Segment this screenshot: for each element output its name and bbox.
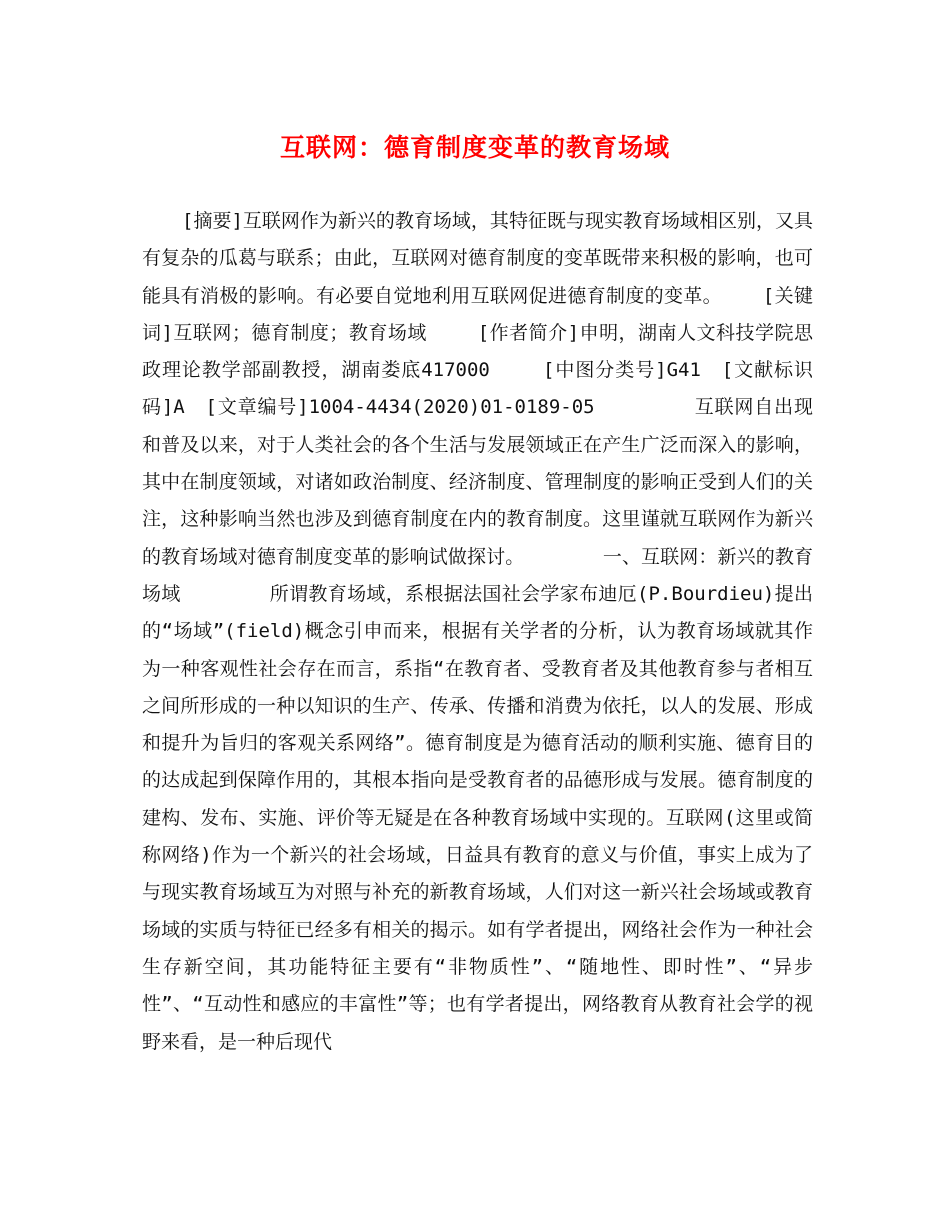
document-body-text: [摘要]互联网作为新兴的教育场域，其特征既与现实教育场域相区别，又具有复杂的瓜葛与联系；由此，互联网对德育制度的变革既带来积极的影响，也可能具有消极的影响。有必要自觉地利用互联网促进德育制度的变革。 [关键词]互联网；德育制度；教育场域 [作者简介]申明，湖南人文科技学院思政理论教学部副教授，湖南娄底417000 [中图分类号]G41 [文献标识码]A [文章编号]1004-4434(2020)01-0189-05 互联网自出现和普及以来，对于人类社会的各个生活与发展领域正在产生广泛而深入的影响，其中在制度领域，对诸如政治制度、经济制度、管理制度的影响正受到人们的关注，这种影响当然也涉及到德育制度在内的教育制度。这里谨就互联网作为新兴的教育场域对德育制度变革的影响试做探讨。 一、互联网：新兴的教育场域 所谓教育场域，系根据法国社会学家布迪厄(P.Bourdieu)提出的“场域”(field)概念引申而来，根据有关学者的分析，认为教育场域就其作为一种客观性社会存在而言，系指“在教育者、受教育者及其他教育参与者相互之间所形成的一种以知识的生产、传承、传播和消费为依托，以人的发展、形成和提升为旨归的客观关系网络”。德育制度是为德育活动的顺利实施、德育目的的达成起到保障作用的，其根本指向是受教育者的品德形成与发展。德育制度的建构、发布、实施、评价等无疑是在各种教育场域中实现的。互联网(这里或简称网络)作为一个新兴的社会场域，日益具有教育的意义与价值，事实上成为了与现实教育场域互为对照与补充的新教育场域，人们对这一新兴社会场域或教育场域的实质与特征已经多有相关的揭示。如有学者提出，网络社会作为一种社会生存新空间，其功能特征主要有“非物质性”、“随地性、即时性”、“异步性”、“互动性和感应的丰富性”等；也有学者提出，网络教育从教育社会学的视野来看，是一种后现代 (142, 210, 813, 1053)
document-title: 互联网：德育制度变革的教育场域 (279, 133, 670, 162)
document-body (142, 203, 813, 1061)
